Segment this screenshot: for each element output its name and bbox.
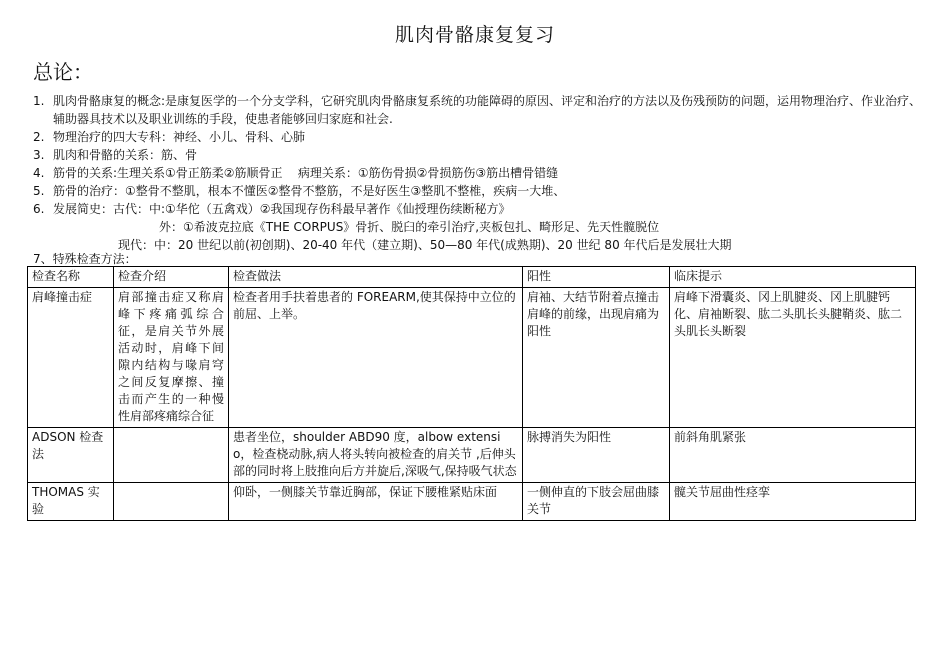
table-cell: 肩峰撞击症 [28, 288, 114, 428]
table-cell: 髋关节屈曲性痉挛 [670, 483, 916, 521]
section-heading: 总论： [33, 60, 93, 84]
table-row [28, 483, 916, 521]
list-text: 肌肉骨骼康复的概念:是康复医学的一个分支学科，它研究肌肉骨骼康复系统的功能障碍的原因、评定和治疗的方法以及伤残预防的问题，运用物理治疗、作业治疗、辅助器具技术以及职业训练的手段，使患者能够回归家庭和社会. [53, 94, 922, 126]
list-text: 筋骨的关系:生理关系①骨正筋柔②筋顺骨正 病理关系：①筋伤骨损②骨损筋伤③筋出槽骨错缝 [53, 166, 559, 180]
table-cell: 患者坐位，shoulder ABD90 度，albow extensio，检查桡动脉,病人将头转向被检查的肩关节 ,后伸头部的同时将上肢推向后方并旋后,深吸气,保持吸气状态 [229, 428, 523, 483]
column-header: 检查名称 [28, 267, 114, 288]
table-cell: 一侧伸直的下肢会屈曲膝关节 [523, 483, 670, 521]
special-exam-heading: 7、特殊检查方法： [33, 252, 137, 266]
table-cell: ADSON 检查法 [28, 428, 114, 483]
list-item [33, 182, 923, 200]
list-text: 物理治疗的四大专科：神经、小儿、骨科、心肺 [53, 130, 306, 144]
history-foreign: 外：①希波克拉底《THE CORPUS》骨折、脱臼的牵引治疗,夹板包扎、畸形足、先天性髋脱位 [159, 220, 660, 234]
list-number: 1. [33, 94, 45, 108]
list-item [33, 200, 923, 218]
table-cell: 肩部撞击症又称肩峰下疼痛弧综合征，是肩关节外展活动时，肩峰下间隙内结构与喙肩穹之间反复摩擦、撞击而产生的一种慢性肩部疼痛综合征 [114, 288, 229, 428]
table-cell [114, 428, 229, 483]
table-cell: THOMAS 实验 [28, 483, 114, 521]
list-item [33, 164, 923, 182]
list-text: 肌肉和骨骼的关系：筋、骨 [53, 148, 198, 162]
history-modern: 现代：中：20 世纪以前(初创期)、20-40 年代（建立期)、50—80 年代(成熟期)、20 世纪 80 年代后是发展壮大期 [118, 238, 732, 252]
column-header: 临床提示 [670, 267, 916, 288]
list-item [33, 92, 923, 128]
list-number: 3. [33, 148, 45, 162]
list-text: 筋骨的治疗：①整骨不整肌，根本不懂医②整骨不整筋，不是好医生③整肌不整椎，疾病一大堆、 [53, 184, 566, 198]
list-item [33, 146, 923, 164]
table-cell [114, 483, 229, 521]
table-cell: 检查者用手扶着患者的 FOREARM,使其保持中立位的前屈、上举。 [229, 288, 523, 428]
list-number: 5. [33, 184, 45, 198]
table-row [28, 288, 916, 428]
list-item [33, 128, 923, 146]
table-cell: 仰卧，一侧膝关节靠近胸部，保证下腰椎紧贴床面 [229, 483, 523, 521]
list-number: 4. [33, 166, 45, 180]
page-title: 肌肉骨骼康复复习 [394, 24, 555, 46]
list-number: 6. [33, 202, 45, 216]
column-header: 检查介绍 [114, 267, 229, 288]
special-exam-table [27, 266, 916, 521]
list-text: 发展简史：古代：中:①华佗（五禽戏）②我国现存伤科最早著作《仙授理伤续断秘方》 [53, 202, 511, 216]
column-header: 检查做法 [229, 267, 523, 288]
table-cell: 肩袖、大结节附着点撞击肩峰的前缘，出现肩痛为阳性 [523, 288, 670, 428]
table-header-row [28, 267, 916, 288]
column-header: 阳性 [523, 267, 670, 288]
table-cell: 脉搏消失为阳性 [523, 428, 670, 483]
list-number: 2. [33, 130, 45, 144]
table-cell: 前斜角肌紧张 [670, 428, 916, 483]
overview-list [33, 92, 923, 254]
table-row [28, 428, 916, 483]
table-cell: 肩峰下滑囊炎、冈上肌腱炎、冈上肌腱钙化、肩袖断裂、肱二头肌长头腱鞘炎、肱二头肌长头断裂 [670, 288, 916, 428]
